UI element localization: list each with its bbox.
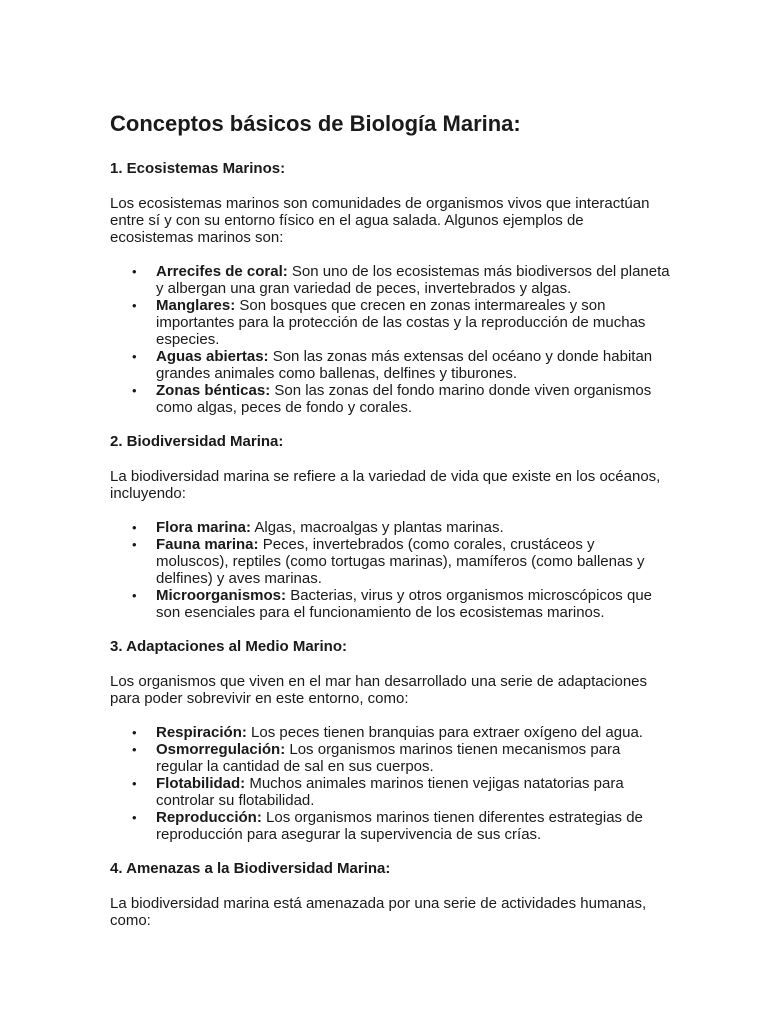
section-amenazas: [110, 860, 670, 929]
item-text: Muchos animales marinos tienen vejigas natatorias para controlar su flotabilidad.: [156, 775, 624, 809]
bullet-icon: •: [132, 298, 137, 313]
item-text: Son bosques que crecen en zonas intermareales y son importantes para la protección de las costas y la reproducción de muchas especies.: [156, 297, 646, 348]
section-biodiversidad-marina: [110, 433, 670, 621]
section-intro: La biodiversidad marina se refiere a la variedad de vida que existe en los océanos, incluyendo:: [110, 468, 661, 502]
item-term: Respiración:: [156, 724, 247, 741]
item-text: Los organismos marinos tienen mecanismos para regular la cantidad de sal en sus cuerpos.: [156, 741, 621, 775]
item-term: Fauna marina:: [156, 536, 259, 553]
section-heading: 3. Adaptaciones al Medio Marino:: [110, 638, 347, 655]
item-term: Osmorregulación:: [156, 741, 286, 758]
item-text: Son las zonas del fondo marino donde viven organismos como algas, peces de fondo y corales.: [156, 382, 652, 416]
item-text: Bacterias, virus y otros organismos microscópicos que son esenciales para el funcionamiento de los ecosistemas marinos.: [156, 587, 653, 621]
item-text: Son uno de los ecosistemas más biodiversos del planeta y albergan una gran variedad de peces, invertebrados y algas.: [156, 263, 670, 297]
bullet-icon: •: [132, 349, 137, 364]
bullet-list: [110, 724, 670, 843]
bullet-icon: •: [132, 742, 137, 757]
list-item: [110, 536, 670, 587]
document-page: [110, 108, 670, 946]
item-term: Zonas bénticas:: [156, 382, 271, 399]
bullet-icon: •: [132, 725, 137, 740]
section-intro: La biodiversidad marina está amenazada por una serie de actividades humanas, como:: [110, 895, 647, 929]
list-item: [110, 297, 670, 348]
item-text: Peces, invertebrados (como corales, crustáceos y moluscos), reptiles (como tortugas marinas), mamíferos (como ballenas y delfines) y aves marinas.: [156, 536, 645, 587]
bullet-icon: •: [132, 537, 137, 552]
item-term: Flotabilidad:: [156, 775, 246, 792]
item-term: Reproducción:: [156, 809, 262, 826]
bullet-icon: •: [132, 588, 137, 603]
section-heading: 4. Amenazas a la Biodiversidad Marina:: [110, 860, 391, 877]
bullet-icon: •: [132, 264, 137, 279]
section-intro: Los ecosistemas marinos son comunidades de organismos vivos que interactúan entre sí y con su entorno físico en el agua salada. Algunos ejemplos de ecosistemas marinos son:: [110, 195, 650, 246]
section-heading: 2. Biodiversidad Marina:: [110, 433, 284, 450]
item-term: Arrecifes de coral:: [156, 263, 288, 280]
list-item: [110, 741, 670, 775]
document-title: Conceptos básicos de Biología Marina:: [110, 111, 521, 136]
bullet-icon: •: [132, 520, 137, 535]
list-item: [110, 263, 670, 297]
bullet-list: [110, 263, 670, 416]
list-item: [110, 809, 670, 843]
section-intro: Los organismos que viven en el mar han desarrollado una serie de adaptaciones para poder sobrevivir en este entorno, como:: [110, 673, 648, 707]
bullet-icon: •: [132, 776, 137, 791]
section-adaptaciones: [110, 638, 670, 843]
list-item: [110, 348, 670, 382]
item-term: Flora marina:: [156, 519, 252, 536]
item-text: Son las zonas más extensas del océano y donde habitan grandes animales como ballenas, delfines y tiburones.: [156, 348, 653, 382]
list-item: [110, 519, 670, 536]
section-ecosistemas-marinos: [110, 160, 670, 416]
bullet-list: [110, 519, 670, 621]
list-item: [110, 382, 670, 416]
bullet-icon: •: [132, 383, 137, 398]
item-term: Microorganismos:: [156, 587, 287, 604]
item-text: Algas, macroalgas y plantas marinas.: [251, 519, 504, 536]
item-term: Manglares:: [156, 297, 236, 314]
list-item: [110, 775, 670, 809]
bullet-icon: •: [132, 810, 137, 825]
item-text: Los peces tienen branquias para extraer oxígeno del agua.: [246, 724, 643, 741]
item-text: Los organismos marinos tienen diferentes estrategias de reproducción para asegurar la supervivencia de sus crías.: [156, 809, 643, 843]
list-item: [110, 587, 670, 621]
item-term: Aguas abiertas:: [156, 348, 269, 365]
list-item: [110, 724, 670, 741]
section-heading: 1. Ecosistemas Marinos:: [110, 160, 286, 177]
